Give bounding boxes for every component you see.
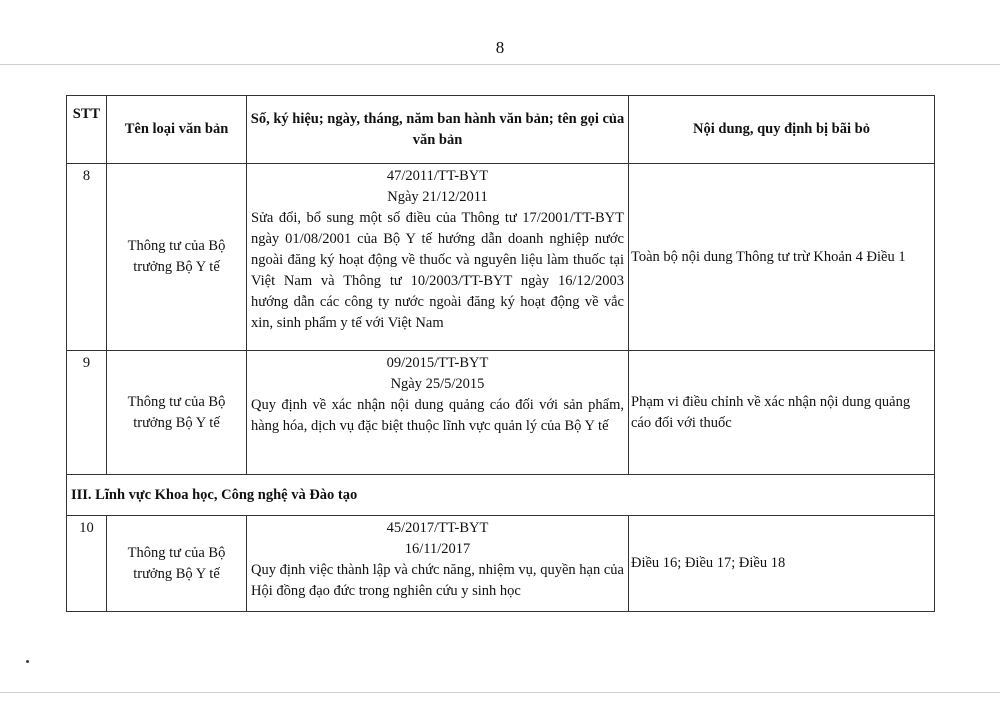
page-number: 8 <box>495 38 505 57</box>
repealed-documents-table <box>66 95 935 612</box>
table-row <box>67 351 935 475</box>
row-document-type: Thông tư của Bộ trưởng Bộ Y tế <box>107 516 247 612</box>
row-document-type: Thông tư của Bộ trưởng Bộ Y tế <box>107 351 247 475</box>
section-heading: III. Lĩnh vực Khoa học, Công nghệ và Đào tạo <box>67 475 935 516</box>
header-row <box>67 96 935 164</box>
document-number: 09/2015/TT-BYT <box>386 355 489 371</box>
row-stt: 9 <box>67 351 107 475</box>
document-date: Ngày 25/5/2015 <box>390 376 485 392</box>
document-date: Ngày 21/12/2011 <box>387 189 488 205</box>
row-document-type: Thông tư của Bộ trưởng Bộ Y tế <box>107 164 247 351</box>
document-title: Sửa đổi, bổ sung một số điều của Thông tư 17/2001/TT-BYT ngày 01/08/2001 của Bộ Y tế hướng dẫn doanh nghiệp nước ngoài đăng ký hoạt động về thuốc và nguyên liệu làm thuốc tại Việt Nam và Thông tư 10/2003/TT-BYT ngày 16/12/2003 hướng dẫn các công ty nước ngoài đăng ký hoạt động về vắc xin, sinh phẩm y tế với Việt Nam <box>251 210 624 331</box>
document-title: Quy định về xác nhận nội dung quảng cáo đối với sản phẩm, hàng hóa, dịch vụ đặc biệt thuộc lĩnh vực quản lý của Bộ Y tế <box>251 397 624 434</box>
top-rule <box>0 64 1000 65</box>
document-number: 45/2017/TT-BYT <box>386 520 489 536</box>
table-row <box>67 164 935 351</box>
row-document-info <box>247 516 629 612</box>
row-repealed-content: Phạm vi điều chỉnh về xác nhận nội dung quảng cáo đối với thuốc <box>629 351 935 475</box>
row-repealed-content: Toàn bộ nội dung Thông tư trừ Khoản 4 Điều 1 <box>629 164 935 351</box>
header-document-type: Tên loại văn bản <box>107 96 247 164</box>
document-number: 47/2011/TT-BYT <box>386 168 489 184</box>
row-document-info <box>247 164 629 351</box>
header-stt: STT <box>67 96 107 164</box>
document-date: 16/11/2017 <box>404 541 471 557</box>
row-stt: 8 <box>67 164 107 351</box>
header-document-info: Số, ký hiệu; ngày, tháng, năm ban hành văn bản; tên gọi của văn bản <box>247 96 629 164</box>
row-repealed-content: Điều 16; Điều 17; Điều 18 <box>629 516 935 612</box>
row-document-info <box>247 351 629 475</box>
scan-speck <box>26 660 29 663</box>
bottom-rule <box>0 692 1000 693</box>
table-row <box>67 516 935 612</box>
header-repealed-content: Nội dung, quy định bị bãi bỏ <box>629 96 935 164</box>
section-row <box>67 475 935 516</box>
row-stt: 10 <box>67 516 107 612</box>
document-title: Quy định việc thành lập và chức năng, nhiệm vụ, quyền hạn của Hội đồng đạo đức trong nghiên cứu y sinh học <box>251 562 624 599</box>
